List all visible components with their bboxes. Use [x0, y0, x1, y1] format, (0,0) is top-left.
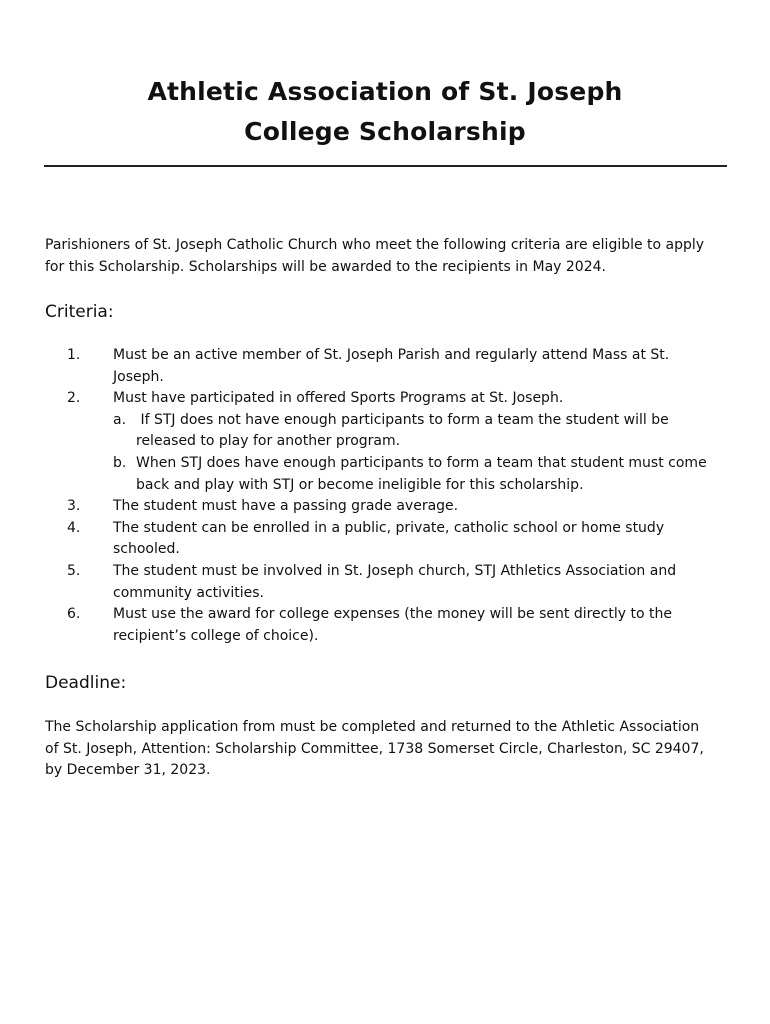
- subitem-text-line: When STJ does have enough participants to form a team that student must come: [136, 454, 707, 471]
- criteria-text-line: recipient’s college of choice).: [113, 627, 319, 644]
- criteria-number: 5.: [67, 562, 81, 579]
- criteria-number: 6.: [67, 606, 81, 623]
- deadline-paragraph: [45, 717, 735, 782]
- criteria-item: [45, 388, 735, 496]
- criteria-item: [45, 561, 735, 604]
- criteria-item: [45, 496, 735, 518]
- document-title: [0, 72, 770, 152]
- criteria-text-line: community activities.: [113, 584, 264, 601]
- criteria-text-line: Must use the award for college expenses (the money will be sent directly to the: [113, 606, 672, 623]
- criteria-subitem: [113, 453, 735, 496]
- criteria-text-line: The student must have a passing grade average.: [113, 498, 459, 515]
- criteria-item: [45, 345, 735, 388]
- intro-paragraph: [45, 234, 735, 278]
- criteria-text-line: The student must be involved in St. Joseph church, STJ Athletics Association and: [113, 562, 677, 579]
- criteria-text-line: Must be an active member of St. Joseph Parish and regularly attend Mass at St.: [113, 347, 670, 363]
- subitem-text-line: If STJ does not have enough participants to form a team the student will be: [136, 411, 669, 428]
- title-line-2: College Scholarship: [244, 117, 526, 146]
- intro-line-2: for this Scholarship. Scholarships will be awarded to the recipients in May 2024.: [45, 259, 606, 275]
- criteria-number: 1.: [67, 347, 81, 363]
- criteria-item: [45, 518, 735, 561]
- criteria-number: 4.: [67, 519, 81, 536]
- deadline-heading: Deadline:: [45, 673, 127, 693]
- criteria-number: 2.: [67, 390, 81, 407]
- subitem-letter: b.: [113, 454, 127, 471]
- criteria-subitem: [113, 410, 735, 453]
- deadline-line-3: by December 31, 2023.: [45, 762, 211, 779]
- deadline-line-1: The Scholarship application from must be completed and returned to the Athletic Association: [45, 719, 700, 735]
- criteria-text-line: schooled.: [113, 541, 180, 558]
- subitem-letter: a.: [113, 411, 127, 428]
- criteria-text-line: Must have participated in offered Sports Programs at St. Joseph.: [113, 390, 564, 407]
- intro-line-1: Parishioners of St. Joseph Catholic Church who meet the following criteria are eligible to apply: [45, 237, 705, 253]
- subitem-text-line: released to play for another program.: [136, 433, 401, 450]
- criteria-list: [45, 345, 735, 647]
- subitem-text-line: back and play with STJ or become ineligible for this scholarship.: [136, 476, 584, 493]
- criteria-heading: Criteria:: [45, 302, 114, 322]
- criteria-text-line: Joseph.: [113, 368, 164, 385]
- title-divider: [44, 165, 727, 167]
- title-line-1: Athletic Association of St. Joseph: [147, 77, 623, 106]
- criteria-item: [45, 604, 735, 647]
- deadline-line-2: of St. Joseph, Attention: Scholarship Committee, 1738 Somerset Circle, Charleston, SC 29407,: [45, 740, 704, 757]
- criteria-number: 3.: [67, 498, 81, 515]
- criteria-text-line: The student can be enrolled in a public, private, catholic school or home study: [113, 519, 665, 536]
